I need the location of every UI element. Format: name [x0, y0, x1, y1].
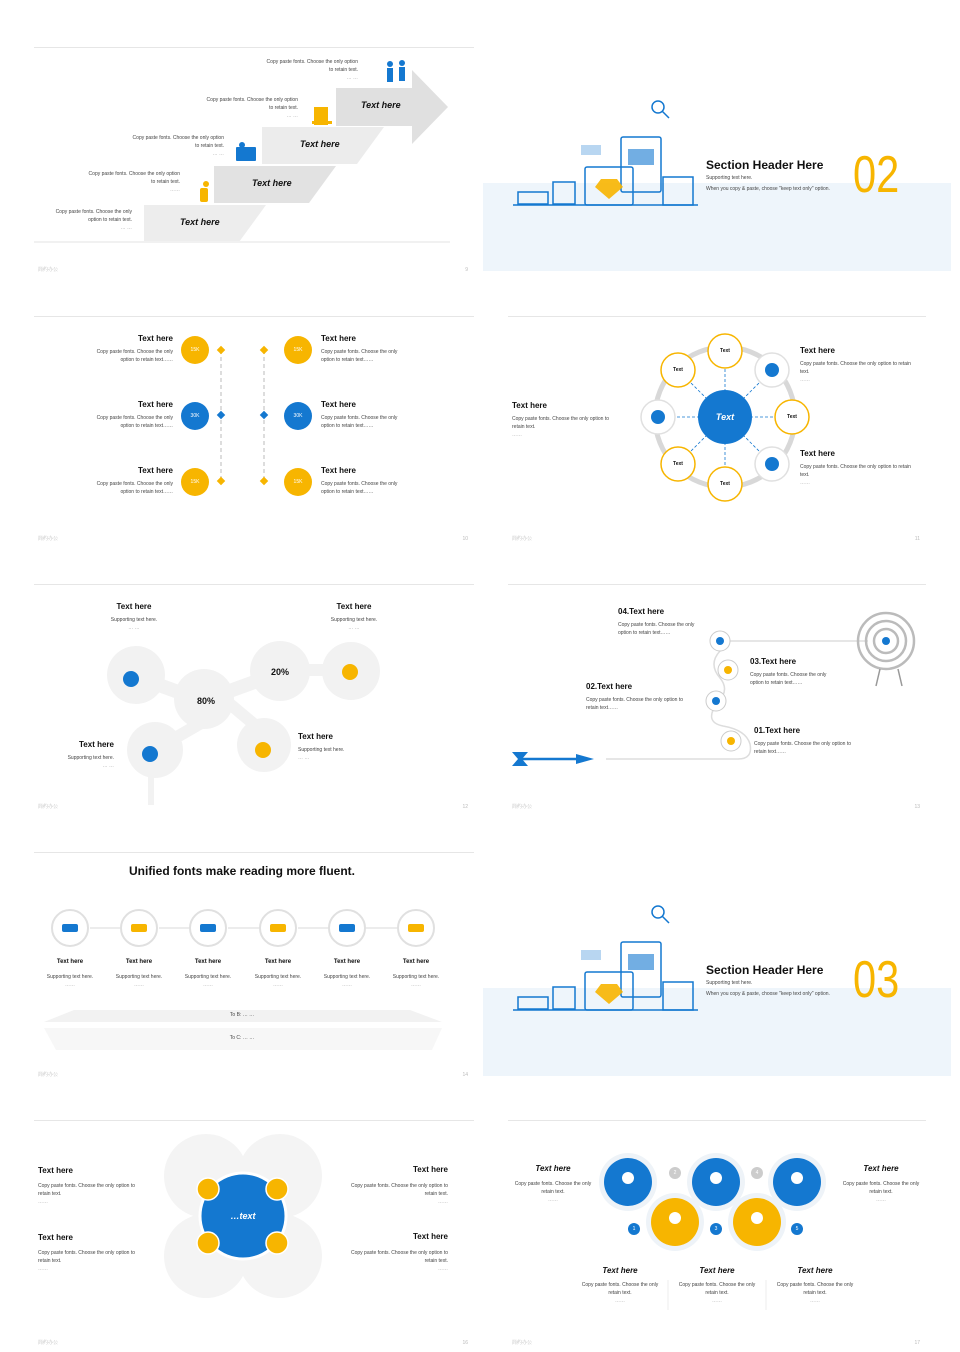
- step-number: 5: [795, 1226, 799, 1232]
- line: Supporting text here.: [46, 974, 94, 980]
- milestone-text: [750, 671, 826, 687]
- slide-10: [34, 306, 474, 546]
- corner-title: Text here: [38, 1233, 73, 1242]
- step-number: 4: [755, 1170, 759, 1176]
- percent-80: 80%: [196, 696, 215, 706]
- line: option to retain text……: [120, 357, 173, 363]
- line: Copy paste fonts. Choose the only: [96, 349, 173, 355]
- loc-text: [508, 1180, 598, 1204]
- section-subtitle: Supporting text here.: [706, 980, 753, 986]
- loc-text: [770, 1281, 860, 1305]
- item-text: [321, 348, 397, 364]
- line: Copy paste fonts. Choose the only option to retain: [800, 464, 911, 470]
- milestone-text: [754, 740, 851, 756]
- milestone-title: 01.Text here: [754, 726, 801, 735]
- step-label-3: Text here: [300, 139, 340, 149]
- loc-title: Text here: [699, 1266, 735, 1275]
- step-label-4: Text here: [361, 100, 401, 110]
- line: Supporting text here.: [254, 974, 302, 980]
- line: option to retain text……: [321, 357, 374, 363]
- devices-illustration: [513, 902, 733, 1042]
- value-label: 30K: [190, 413, 200, 419]
- dots: ……: [203, 982, 213, 988]
- line: Copy paste fonts. Choose the only: [514, 1181, 592, 1187]
- bubble-text: [298, 746, 344, 762]
- footer-brand: 简约办公: [38, 804, 59, 810]
- line: Copy paste fonts. Choose the only: [55, 209, 132, 215]
- item-title: Text here: [138, 466, 173, 475]
- loc-text: [836, 1180, 926, 1204]
- page-number: 10: [462, 536, 468, 542]
- node-label: Text: [673, 367, 683, 373]
- petal-diagram: [34, 1110, 474, 1350]
- milestone-title: 04.Text here: [618, 607, 665, 616]
- value-label: 15K: [190, 479, 200, 485]
- line: to retain text.: [151, 179, 180, 185]
- item-title: Text here: [321, 334, 356, 343]
- line: Supporting text here.: [298, 747, 345, 753]
- dots: ……: [810, 1298, 820, 1304]
- bubble-title: Text here: [79, 740, 114, 749]
- page-number: 17: [914, 1340, 920, 1346]
- dots: ……: [800, 480, 810, 486]
- to-c-label: To C: … …: [229, 1035, 255, 1041]
- step-title: Text here: [264, 959, 292, 965]
- line: Copy paste fonts. Choose the only option to: [38, 1250, 136, 1256]
- page-number: 11: [914, 536, 920, 542]
- dots: ……: [134, 982, 144, 988]
- dots: ……: [342, 982, 352, 988]
- bubble-text: [34, 754, 114, 770]
- line: Copy paste fonts. Choose the only: [618, 622, 695, 628]
- loc-title: Text here: [535, 1164, 571, 1173]
- footer-brand: 简约办公: [38, 536, 59, 542]
- step-text: [178, 973, 238, 989]
- bubble-title: Text here: [336, 602, 372, 611]
- loc-title: Text here: [863, 1164, 899, 1173]
- line: text.: [800, 369, 810, 375]
- step-number: 1: [632, 1226, 636, 1232]
- step-text: [109, 973, 169, 989]
- step-title: Text here: [402, 959, 430, 965]
- page-number: 9: [465, 267, 468, 273]
- step-label-2: Text here: [252, 178, 292, 188]
- node-label: Text: [720, 348, 730, 354]
- value-label: 30K: [293, 413, 303, 419]
- value-label: 15K: [293, 479, 303, 485]
- block-text: [800, 463, 924, 487]
- line: Supporting text here.: [184, 974, 232, 980]
- dots: ……: [438, 1199, 448, 1205]
- step-text: [248, 973, 308, 989]
- dots: … …: [286, 113, 298, 119]
- line: Copy paste fonts. Choose the only option to: [350, 1183, 448, 1189]
- dots: … …: [120, 225, 132, 231]
- dots: … …: [212, 151, 224, 157]
- dots: ……: [38, 1266, 48, 1272]
- step-title: Text here: [125, 959, 153, 965]
- slide-11: [508, 306, 926, 546]
- dots: ……: [273, 982, 283, 988]
- line: retain text……: [586, 705, 618, 711]
- line: to retain text.: [329, 67, 358, 73]
- line: Supporting text here.: [392, 974, 440, 980]
- petal-center-label: …text: [230, 1211, 256, 1221]
- node-label: Text: [720, 481, 730, 487]
- line: retain text.: [608, 1290, 632, 1296]
- corner-text: [330, 1182, 448, 1206]
- line: option to retain text.: [88, 217, 132, 223]
- line: Copy paste fonts. Choose the only: [581, 1282, 659, 1288]
- hub-center-label: Text: [715, 412, 735, 422]
- milestone-text: [586, 696, 683, 712]
- line: Copy paste fonts. Choose the only: [678, 1282, 756, 1288]
- dots: … …: [102, 763, 114, 769]
- slide-title: Unified fonts make reading more fluent.: [128, 864, 356, 878]
- section-title: Section Header Here: [706, 158, 824, 172]
- line: Supporting text here.: [67, 755, 114, 761]
- loc-text: [575, 1281, 665, 1305]
- line: Copy paste fonts. Choose the only: [321, 349, 398, 355]
- item-title: Text here: [321, 466, 356, 475]
- line: retain text.: [424, 1258, 448, 1264]
- step-title: Text here: [56, 959, 84, 965]
- item-text: [321, 414, 397, 430]
- section-title: Section Header Here: [706, 963, 824, 977]
- line: Copy paste fonts. Choose the only option: [266, 59, 358, 65]
- line: retain text.: [38, 1258, 62, 1264]
- line: Copy paste fonts. Choose the only option to retain: [800, 361, 911, 367]
- corner-text: [38, 1249, 156, 1273]
- line: Copy paste fonts. Choose the only option to: [38, 1183, 136, 1189]
- line: Supporting text here.: [323, 974, 371, 980]
- bubble-title: Text here: [116, 602, 152, 611]
- loc-title: Text here: [602, 1266, 638, 1275]
- line: option to retain text……: [120, 423, 173, 429]
- dots: ……: [438, 1266, 448, 1272]
- page-number: 12: [462, 804, 468, 810]
- line: Copy paste fonts. Choose the only: [96, 481, 173, 487]
- section-note: When you copy & paste, choose "keep text only" option.: [706, 186, 830, 192]
- path-to-target: [508, 574, 926, 814]
- corner-title: Text here: [413, 1232, 448, 1241]
- line: Copy paste fonts. Choose the only: [96, 415, 173, 421]
- block-title: Text here: [512, 401, 547, 410]
- milestone-title: 03.Text here: [750, 657, 797, 666]
- dots: ……: [170, 187, 180, 193]
- section-note: When you copy & paste, choose "keep text only" option.: [706, 991, 830, 997]
- slide-12: [34, 574, 474, 814]
- step-text: [40, 973, 100, 989]
- line: text.: [800, 472, 810, 478]
- section-number: 02: [853, 146, 900, 204]
- section-slide-03: [483, 842, 951, 1076]
- dots: ……: [800, 377, 810, 383]
- value-label: 15K: [190, 347, 200, 353]
- dots: … …: [128, 625, 140, 631]
- item-text: [74, 414, 173, 430]
- slide-13: [508, 574, 926, 814]
- slide-9: [34, 37, 474, 277]
- corner-text: [38, 1182, 156, 1206]
- line: Copy paste fonts. Choose the only option: [88, 171, 180, 177]
- item-text: [74, 480, 173, 496]
- item-title: Text here: [321, 400, 356, 409]
- corner-title: Text here: [413, 1165, 448, 1174]
- line: option to retain text……: [618, 630, 671, 636]
- step-title: Text here: [333, 959, 361, 965]
- value-label: 15K: [293, 347, 303, 353]
- line: Copy paste fonts. Choose the only option to: [350, 1250, 448, 1256]
- step-text: [317, 973, 377, 989]
- page-number: 14: [462, 1072, 468, 1078]
- page-number: 13: [914, 804, 920, 810]
- item-text: [321, 480, 397, 496]
- devices-illustration: [513, 97, 733, 237]
- dots: ……: [512, 432, 522, 438]
- corner-title: Text here: [38, 1166, 73, 1175]
- block-text: [800, 360, 924, 384]
- line: retain text.: [541, 1189, 565, 1195]
- dots: ……: [411, 982, 421, 988]
- line: retain text.: [424, 1191, 448, 1197]
- node-label: Text: [787, 414, 797, 420]
- bubble-text: [94, 616, 174, 632]
- line: Copy paste fonts. Choose the only: [321, 481, 398, 487]
- node-label: Text: [673, 461, 683, 467]
- step-number: 3: [714, 1226, 718, 1232]
- line: to retain text.: [269, 105, 298, 111]
- percent-20: 20%: [270, 667, 289, 677]
- footer-brand: 简约办公: [512, 1340, 533, 1346]
- line: retain text.: [38, 1191, 62, 1197]
- dots: ……: [615, 1298, 625, 1304]
- footer-brand: 简约办公: [38, 267, 59, 273]
- section-number: 03: [853, 951, 900, 1009]
- loc-title: Text here: [797, 1266, 833, 1275]
- footer-brand: 简约办公: [512, 536, 533, 542]
- line: retain text.: [512, 424, 536, 430]
- line: Copy paste fonts. Choose the only: [750, 672, 827, 678]
- line: option to retain text……: [321, 423, 374, 429]
- dots: ……: [38, 1199, 48, 1205]
- dots: ……: [876, 1197, 886, 1203]
- step-text: [386, 973, 446, 989]
- line: option to retain text……: [120, 489, 173, 495]
- dots: … …: [298, 755, 310, 761]
- slide-16: [34, 1110, 474, 1350]
- loc-text: [672, 1281, 762, 1305]
- bubble-text: [314, 616, 394, 632]
- line: Supporting text here.: [115, 974, 163, 980]
- step-title: Text here: [194, 959, 222, 965]
- page-number: 16: [462, 1340, 468, 1346]
- dots: ……: [65, 982, 75, 988]
- block-title: Text here: [800, 346, 835, 355]
- step-number: 2: [673, 1170, 677, 1176]
- footer-brand: 简约办公: [512, 804, 533, 810]
- line: retain text.: [869, 1189, 893, 1195]
- line: retain text.: [803, 1290, 827, 1296]
- line: option to retain text……: [750, 680, 803, 686]
- dots: ……: [712, 1298, 722, 1304]
- line: Supporting text here.: [110, 617, 158, 623]
- bubble-title: Text here: [298, 732, 333, 741]
- line: Copy paste fonts. Choose the only: [842, 1181, 920, 1187]
- line: Copy paste fonts. Choose the only option: [206, 97, 298, 103]
- line: retain text……: [754, 749, 786, 755]
- item-title: Text here: [138, 400, 173, 409]
- dots: … …: [348, 625, 360, 631]
- line: retain text.: [705, 1290, 729, 1296]
- line: Copy paste fonts. Choose the only option to: [754, 741, 852, 747]
- milestone-text: [618, 621, 694, 637]
- section-subtitle: Supporting text here.: [706, 175, 753, 181]
- line: Supporting text here.: [330, 617, 378, 623]
- line: option to retain text……: [321, 489, 374, 495]
- block-title: Text here: [800, 449, 835, 458]
- slide-17: [508, 1110, 926, 1350]
- section-slide-02: [483, 37, 951, 271]
- item-title: Text here: [138, 334, 173, 343]
- item-text: [74, 348, 173, 364]
- line: Copy paste fonts. Choose the only: [321, 415, 398, 421]
- line: Copy paste fonts. Choose the only option to: [512, 416, 610, 422]
- line: to retain text.: [195, 143, 224, 149]
- to-b-label: To B: … …: [229, 1012, 255, 1018]
- line: Copy paste fonts. Choose the only option to: [586, 697, 684, 703]
- dots: … …: [346, 75, 358, 81]
- line: Copy paste fonts. Choose the only: [776, 1282, 854, 1288]
- corner-text: [330, 1249, 448, 1273]
- footer-brand: 简约办公: [38, 1340, 59, 1346]
- worker-icons: [34, 37, 474, 277]
- block-text: [512, 415, 636, 439]
- footer-brand: 简约办公: [38, 1072, 59, 1078]
- line: Copy paste fonts. Choose the only option: [132, 135, 224, 141]
- step-label-1: Text here: [180, 217, 220, 227]
- slide-14: [34, 842, 474, 1082]
- milestone-title: 02.Text here: [586, 682, 633, 691]
- dots: ……: [548, 1197, 558, 1203]
